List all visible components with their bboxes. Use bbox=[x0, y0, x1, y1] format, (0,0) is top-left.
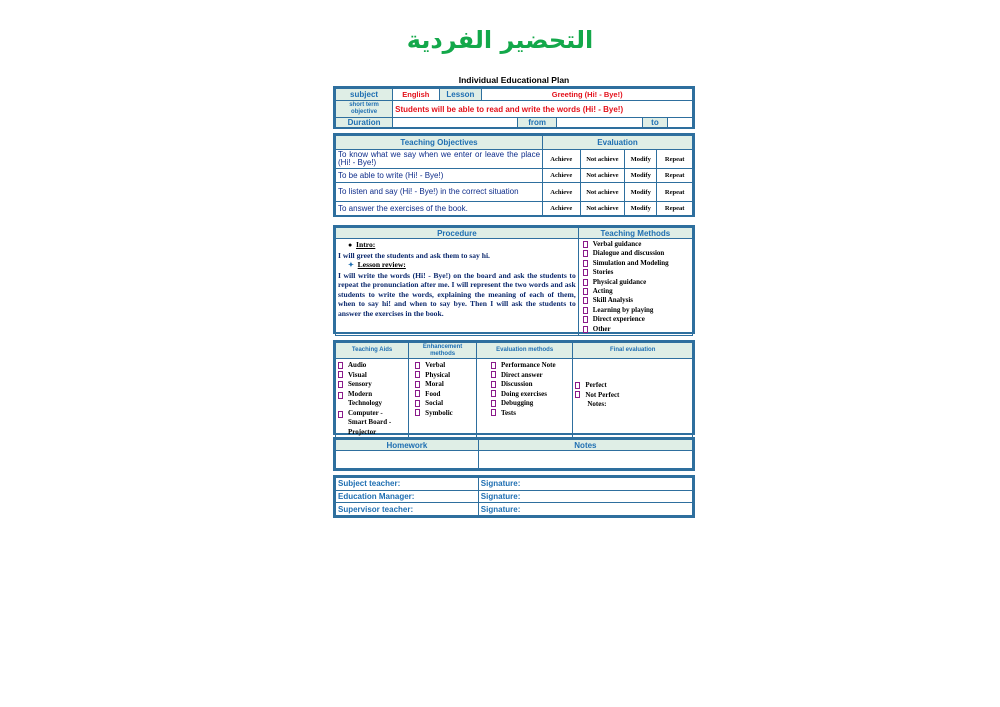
eval-achieve[interactable]: Achieve bbox=[543, 169, 580, 183]
checkbox-icon bbox=[415, 371, 420, 378]
homework-header: Homework bbox=[336, 440, 479, 451]
teaching-aids-header: Teaching Aids bbox=[336, 343, 409, 359]
method-item[interactable]: Verbal guidance bbox=[583, 240, 688, 249]
eval-modify[interactable]: Modify bbox=[625, 150, 657, 169]
objective-row bbox=[336, 150, 693, 169]
review-heading: Lesson review: bbox=[357, 260, 406, 269]
eval-repeat[interactable]: Repeat bbox=[657, 202, 693, 216]
objective-text: To answer the exercises of the book. bbox=[336, 202, 543, 216]
checkbox-icon bbox=[583, 307, 588, 314]
duration-value[interactable] bbox=[393, 118, 518, 128]
checkbox-icon bbox=[415, 390, 420, 397]
eval-method-item[interactable]: Direct answer bbox=[491, 371, 558, 381]
checkbox-icon bbox=[583, 269, 588, 276]
signature-row bbox=[336, 503, 693, 516]
method-item[interactable]: Stories bbox=[583, 268, 688, 277]
eval-modify[interactable]: Modify bbox=[625, 169, 657, 183]
aids-block bbox=[333, 340, 695, 435]
checkbox-icon bbox=[583, 279, 588, 286]
teaching-aids-list bbox=[336, 359, 409, 440]
eval-method-item[interactable]: Doing exercises bbox=[491, 390, 558, 400]
eval-not-achieve[interactable]: Not achieve bbox=[580, 183, 625, 202]
homework-block bbox=[333, 437, 695, 471]
eval-repeat[interactable]: Repeat bbox=[657, 150, 693, 169]
checkbox-icon bbox=[415, 400, 420, 407]
checkbox-icon bbox=[338, 411, 343, 418]
signature-field[interactable]: Signature: bbox=[478, 490, 692, 503]
enhancement-item[interactable]: Verbal bbox=[415, 361, 470, 371]
method-item[interactable]: Learning by playing bbox=[583, 306, 688, 315]
objective-row bbox=[336, 183, 693, 202]
final-item[interactable]: Not Perfect bbox=[575, 391, 690, 401]
checkbox-icon bbox=[338, 371, 343, 378]
from-label: from bbox=[518, 118, 557, 128]
homework-field[interactable] bbox=[336, 451, 479, 469]
enhancement-item[interactable]: Moral bbox=[415, 380, 470, 390]
method-item[interactable]: Simulation and Modeling bbox=[583, 259, 688, 268]
intro-heading: Intro: bbox=[356, 240, 376, 249]
eval-method-item[interactable]: Discussion bbox=[491, 380, 558, 390]
aid-item[interactable]: Modern Technology bbox=[338, 390, 406, 409]
notes-field[interactable] bbox=[478, 451, 692, 469]
short-term-value[interactable]: Students will be able to read and write the words (Hi! - Bye!) bbox=[393, 101, 693, 118]
checkbox-icon bbox=[583, 316, 588, 323]
procedure-header: Procedure bbox=[336, 228, 579, 239]
to-value[interactable] bbox=[667, 118, 692, 128]
eval-not-achieve[interactable]: Not achieve bbox=[580, 202, 625, 216]
enhancement-header: Enhancement methods bbox=[409, 343, 477, 359]
enhancement-list bbox=[409, 359, 477, 440]
intro-text: I will greet the students and ask them to say hi. bbox=[338, 250, 490, 260]
eval-achieve[interactable]: Achieve bbox=[543, 202, 580, 216]
final-item[interactable]: Perfect bbox=[575, 381, 690, 391]
checkbox-icon bbox=[338, 362, 343, 369]
teaching-methods-header: Teaching Methods bbox=[578, 228, 692, 239]
enhancement-item[interactable]: Food bbox=[415, 390, 470, 400]
aid-item[interactable]: Sensory bbox=[338, 380, 406, 390]
checkbox-icon bbox=[491, 409, 496, 416]
review-text: I will write the words (Hi! - Bye!) on the board and ask the students to repeat the pronunciation after me. I will represent the two words and ask students to write the words, explaining the meaning of each of them, when to say hi! and when to say bye. Then I will ask the students to answer the exercises in the book. bbox=[338, 270, 576, 318]
checkbox-icon bbox=[491, 400, 496, 407]
checkbox-icon bbox=[338, 381, 343, 388]
eval-method-item[interactable]: Performance Note bbox=[491, 361, 558, 371]
checkbox-icon bbox=[583, 241, 588, 248]
method-item[interactable]: Direct experience bbox=[583, 315, 688, 324]
checkbox-icon bbox=[338, 392, 343, 399]
method-item[interactable]: Dialogue and discussion bbox=[583, 249, 688, 258]
objectives-block bbox=[333, 133, 695, 217]
aid-item[interactable]: Visual bbox=[338, 371, 406, 381]
header-block bbox=[333, 86, 695, 129]
subject-value[interactable]: English bbox=[393, 89, 439, 101]
eval-not-achieve[interactable]: Not achieve bbox=[580, 169, 625, 183]
objective-text: To know what we say when we enter or leave the place (Hi! - Bye!) bbox=[336, 150, 543, 169]
enhancement-item[interactable]: Physical bbox=[415, 371, 470, 381]
checkbox-icon bbox=[575, 382, 580, 389]
method-item[interactable]: Skill Analysis bbox=[583, 296, 688, 305]
checkbox-icon bbox=[583, 326, 588, 333]
checkbox-icon bbox=[583, 297, 588, 304]
procedure-content: ● Intro: I will greet the students and ask them to say hi. ✦ Lesson review: I will write the words (Hi! - Bye!) on the board and ask the students to repeat the pronunciation after me. I will represent the two words and ask students to write the words, explaining the meaning of each of them, when to say hi! and when to say bye. Then I will ask the students to answer the exercises in the book. bbox=[336, 239, 579, 336]
plan-title: Individual Educational Plan bbox=[458, 75, 570, 85]
short-term-label: short term objective bbox=[336, 101, 393, 118]
eval-repeat[interactable]: Repeat bbox=[657, 183, 693, 202]
eval-repeat[interactable]: Repeat bbox=[657, 169, 693, 183]
to-label: to bbox=[642, 118, 667, 128]
from-value[interactable] bbox=[557, 118, 643, 128]
evaluation-methods-header: Evaluation methods bbox=[477, 343, 573, 359]
checkbox-icon bbox=[491, 381, 496, 388]
eval-method-item[interactable]: Tests bbox=[491, 409, 558, 419]
checkbox-icon bbox=[415, 381, 420, 388]
checkbox-icon bbox=[583, 260, 588, 267]
aid-item[interactable]: Computer - Smart Board - Projector bbox=[338, 409, 406, 438]
eval-method-item[interactable]: Debugging bbox=[491, 399, 558, 409]
signatures-block bbox=[333, 475, 695, 518]
procedure-block bbox=[333, 225, 695, 334]
eval-achieve[interactable]: Achieve bbox=[543, 183, 580, 202]
objective-text: To listen and say (Hi! - Bye!) in the correct situation bbox=[336, 183, 543, 202]
lesson-label: Lesson bbox=[439, 89, 482, 101]
objective-row bbox=[336, 202, 693, 216]
signature-role: Education Manager: bbox=[336, 490, 479, 503]
signature-row bbox=[336, 478, 693, 491]
checkbox-icon bbox=[491, 390, 496, 397]
final-evaluation-list bbox=[573, 359, 693, 440]
method-item[interactable]: Acting bbox=[583, 287, 688, 296]
lesson-value[interactable]: Greeting (Hi! - Bye!) bbox=[482, 89, 693, 101]
evaluation-header: Evaluation bbox=[543, 136, 693, 150]
notes-header: Notes bbox=[478, 440, 692, 451]
checkbox-icon bbox=[583, 250, 588, 257]
objectives-header: Teaching Objectives bbox=[336, 136, 543, 150]
arabic-title: التحضير الفردية bbox=[406, 26, 594, 54]
enhancement-item[interactable]: Symbolic bbox=[415, 409, 470, 419]
eval-achieve[interactable]: Achieve bbox=[543, 150, 580, 169]
checkbox-icon bbox=[575, 391, 580, 398]
eval-not-achieve[interactable]: Not achieve bbox=[580, 150, 625, 169]
objective-text: To be able to write (Hi! - Bye!) bbox=[336, 169, 543, 183]
method-item[interactable]: Physical guidance bbox=[583, 278, 688, 287]
signature-row bbox=[336, 490, 693, 503]
checkbox-icon bbox=[583, 288, 588, 295]
checkbox-icon bbox=[491, 371, 496, 378]
checkbox-icon bbox=[415, 362, 420, 369]
final-evaluation-header: Final evaluation bbox=[573, 343, 693, 359]
checkbox-icon bbox=[491, 362, 496, 369]
signature-role: Subject teacher: bbox=[336, 478, 479, 491]
signature-role: Supervisor teacher: bbox=[336, 503, 479, 516]
objective-row bbox=[336, 169, 693, 183]
subject-label: subject bbox=[336, 89, 393, 101]
signature-field[interactable]: Signature: bbox=[478, 478, 692, 491]
enhancement-item[interactable]: Social bbox=[415, 399, 470, 409]
eval-modify[interactable]: Modify bbox=[625, 202, 657, 216]
eval-modify[interactable]: Modify bbox=[625, 183, 657, 202]
duration-label: Duration bbox=[336, 118, 393, 128]
method-item[interactable]: Other bbox=[583, 325, 688, 334]
evaluation-methods-list bbox=[477, 359, 573, 440]
signature-field[interactable]: Signature: bbox=[478, 503, 692, 516]
final-notes: Notes: bbox=[587, 400, 607, 408]
aid-item[interactable]: Audio bbox=[338, 361, 406, 371]
checkbox-icon bbox=[415, 409, 420, 416]
teaching-methods-list bbox=[578, 239, 692, 336]
